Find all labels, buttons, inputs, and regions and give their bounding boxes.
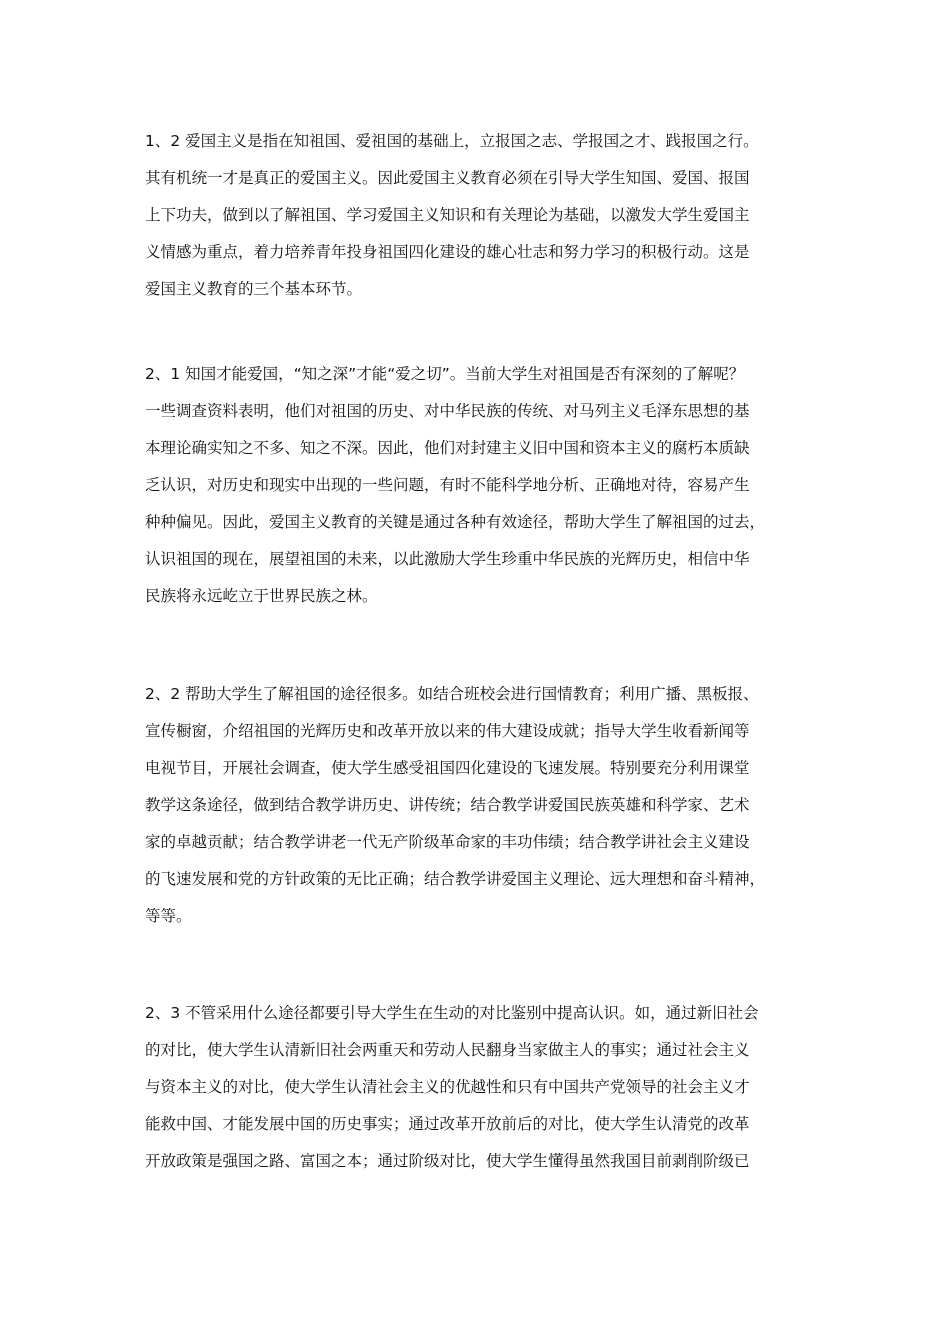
text-line: 与资本主义的对比，使大学生认清社会主义的优越性和只有中国共产党领导的社会主义才 <box>145 1078 750 1096</box>
text-line: 一些调查资料表明，他们对祖国的历史、对中华民族的传统、对马列主义毛泽东思想的基 <box>145 402 750 420</box>
text-line: 教学这条途径，做到结合教学讲历史、讲传统；结合教学讲爱国民族英雄和科学家、艺术 <box>145 796 750 814</box>
text-line: 的对比，使大学生认清新旧社会两重天和劳动人民翻身当家做主人的事实；通过社会主义 <box>145 1041 750 1059</box>
paragraph-2-2 <box>145 683 810 942</box>
text-line: 义情感为重点，着力培养青年投身祖国四化建设的雄心壮志和努力学习的积极行动。这是 <box>145 243 750 261</box>
text-line: 其有机统一才是真正的爱国主义。因此爱国主义教育必须在引导大学生知国、爱国、报国 <box>145 169 750 187</box>
text-line: 乏认识，对历史和现实中出现的一些问题，有时不能科学地分析、正确地对待，容易产生 <box>145 476 750 494</box>
text-line: 1、2 爱国主义是指在知祖国、爱祖国的基础上，立报国之志、学报国之才、践报国之行。 <box>145 132 759 150</box>
text-line: 2、1 知国才能爱国，“知之深”才能“爱之切”。当前大学生对祖国是否有深刻的了解呢？ <box>145 365 745 383</box>
text-line: 宣传橱窗，介绍祖国的光辉历史和改革开放以来的伟大建设成就；指导大学生收看新闻等 <box>145 722 750 740</box>
text-line: 的飞速发展和党的方针政策的无比正确；结合教学讲爱国主义理论、远大理想和奋斗精神， <box>145 870 766 888</box>
paragraph-1-2 <box>145 130 810 315</box>
text-line: 家的卓越贡献；结合教学讲老一代无产阶级革命家的丰功伟绩；结合教学讲社会主义建设 <box>145 833 750 851</box>
text-line: 能救中国、才能发展中国的历史事实；通过改革开放前后的对比，使大学生认清党的改革 <box>145 1115 750 1133</box>
text-line: 种种偏见。因此，爱国主义教育的关键是通过各种有效途径，帮助大学生了解祖国的过去， <box>145 513 766 531</box>
text-line: 爱国主义教育的三个基本环节。 <box>145 280 363 298</box>
text-line: 电视节目，开展社会调查，使大学生感受祖国四化建设的飞速发展。特别要充分利用课堂 <box>145 759 750 777</box>
text-line: 民族将永远屹立于世界民族之林。 <box>145 587 378 605</box>
text-line: 上下功夫，做到以了解祖国、学习爱国主义知识和有关理论为基础，以激发大学生爱国主 <box>145 206 750 224</box>
text-line: 2、2 帮助大学生了解祖国的途径很多。如结合班校会进行国情教育；利用广播、黑板报、 <box>145 685 759 703</box>
paragraph-2-3 <box>145 1002 810 1187</box>
paragraph-2-1 <box>145 363 810 622</box>
text-line: 开放政策是强国之路、富国之本；通过阶级对比，使大学生懂得虽然我国目前剥削阶级已 <box>145 1152 750 1170</box>
text-line: 认识祖国的现在，展望祖国的未来，以此激励大学生珍重中华民族的光辉历史，相信中华 <box>145 550 750 568</box>
text-line: 等等。 <box>145 907 192 925</box>
text-line: 2、3 不管采用什么途径都要引导大学生在生动的对比鉴别中提高认识。如，通过新旧社会 <box>145 1004 759 1022</box>
text-line: 本理论确实知之不多、知之不深。因此，他们对封建主义旧中国和资本主义的腐朽本质缺 <box>145 439 750 457</box>
